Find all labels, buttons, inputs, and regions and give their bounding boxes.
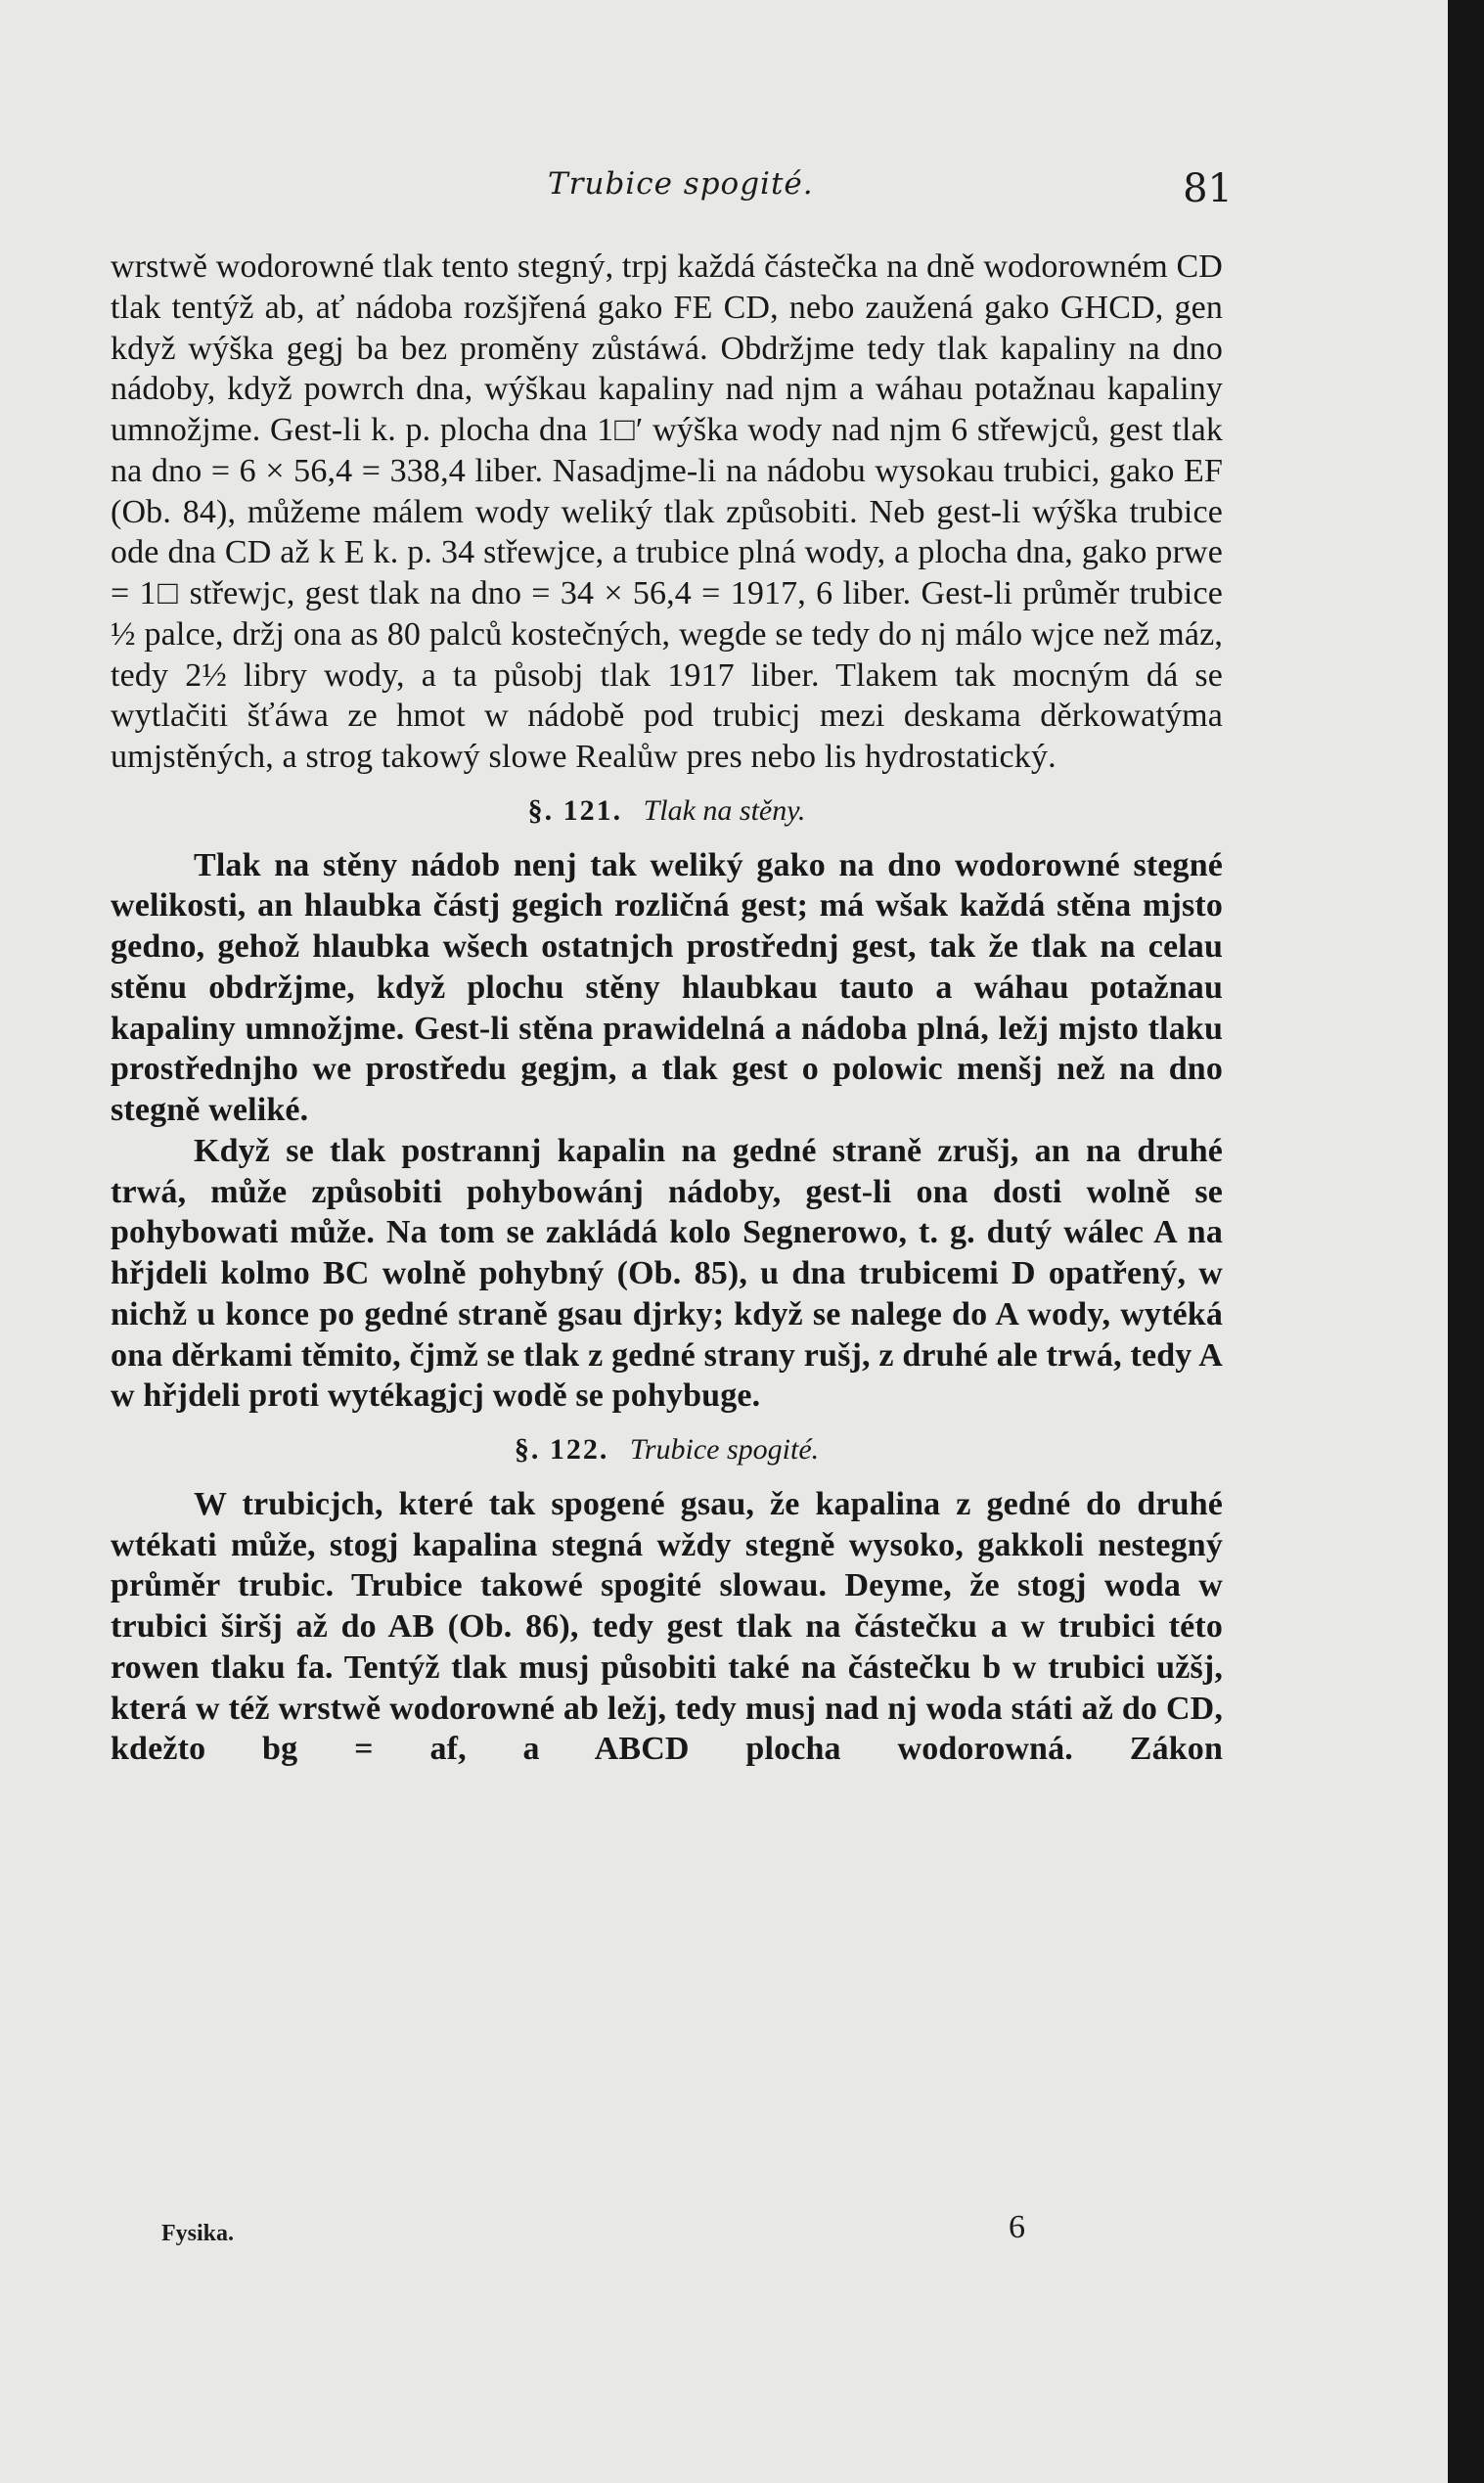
body-text: [111, 247, 1223, 1770]
printer-signature: Fysika.: [161, 2221, 235, 2246]
paragraph-communicating-tubes: W trubicjch, které tak spogené gsau, že kapalina z gedné do druhé wtékati může, stogj kapalina stegná wždy stegně wysoko, gakkoli nestegný průměr trubic. Trubice takowé spogité slowau. Deyme, že stogj woda w trubici širšj až do AB (Ob. 86), tedy gest tlak na částečku a w trubici této rowen tlaku fa. Tentýž tlak musj působiti také na částečku b w trubici užšj, která w též wrstwě wodorowné ab ležj, tedy musj nad nj woda státi až do CD, kdežto bg = af, a ABCD plocha wodorowná. Zákon: [111, 1485, 1223, 1768]
page-footer: [111, 2209, 1223, 2268]
scan-edge: [1448, 0, 1484, 2483]
running-head: Trubice spogité.: [548, 166, 814, 202]
section-title: Tlak na stěny.: [643, 793, 806, 827]
page-number: 81: [1183, 166, 1233, 211]
section-heading-122: [111, 1429, 1223, 1470]
section-number: §. 122.: [514, 1433, 609, 1466]
signature-number: 6: [1009, 2209, 1025, 2245]
paragraph-wall-pressure: Tlak na stěny nádob nenj tak weliký gako na dno wodorowné stegné welikosti, an hlaubka částj gegich rozličná gest; má wšak každá stěna mjsto gedno, gehož hlaubka wšech ostatnjch prostřednj gest, tak že tlak na celau stěnu obdržjme, když plochu stěny hlaubkau tauto a wáhau potažnau kapaliny umnožjme. Gest-li stěna prawidelná a nádoba plná, ležj mjsto tlaku prostřednjho we prostředu gegjm, a tlak gest o polowic menšj než na dno stegně weliké.: [111, 846, 1223, 1128]
page-header: [108, 166, 1233, 225]
paragraph-segner-wheel: Když se tlak postrannj kapalin na gedné straně zrušj, an na druhé trwá, může způsobiti pohybowánj nádoby, gest-li ona dosti wolně se pohybowati může. Na tom se zakládá kolo Segnerowo, t. g. dutý wálec A na hřjdeli kolmo BC wolně pohybný (Ob. 85), u dna trubicemi D opatřený, w nichž u konce po gedné straně gsau djrky; když se nalege do A wody, wytéká ona děrkami těmito, čjmž se tlak z gedné strany rušj, z druhé ale trwá, tedy A w hřjdeli proti wytékagjcj wodě se pohybuge.: [111, 1132, 1223, 1415]
section-heading-121: [111, 790, 1223, 832]
section-title: Trubice spogité.: [629, 1433, 820, 1466]
paragraph-continuation: wrstwě wodorowné tlak tento stegný, trpj každá částečka na dně wodorowném CD tlak tentýž ab, ať nádoba rozšjřená gako FE CD, nebo zaužená gako GHCD, gen když wýška gegj ba bez proměny zůstáwá. Obdržjme tedy tlak kapaliny na dno nádoby, když powrch dna, wýškau kapaliny nad njm a wáhau potažnau kapaliny umnožjme. Gest-li k. p. plocha dna 1□′ wýška wody nad njm 6 střewjců, gest tlak na dno = 6 × 56,4 = 338,4 liber. Nasadjme-li na nádobu wysokau trubici, gako EF (Ob. 84), můžeme málem wody weliký tlak způsobiti. Neb gest-li wýška trubice ode dna CD až k E k. p. 34 střewjce, a trubice plná wody, a plocha dna, gako prwe = 1□ střewjc, gest tlak na dno = 34 × 56,4 = 1917, 6 liber. Gest-li průměr trubice ½ palce, držj ona as 80 palců kostečných, wegde se tedy do nj málo wjce než máz, tedy 2½ libry wody, a ta působj tlak 1917 liber. Tlakem tak mocným dá se wytlačiti šťáwa ze hmot w nádobě pod trubicj mezi deskama děrkowatýma umjstěných, a strog takowý slowe Realůw pres nebo lis hydrostatický.: [111, 248, 1223, 775]
section-number: §. 121.: [527, 793, 623, 827]
